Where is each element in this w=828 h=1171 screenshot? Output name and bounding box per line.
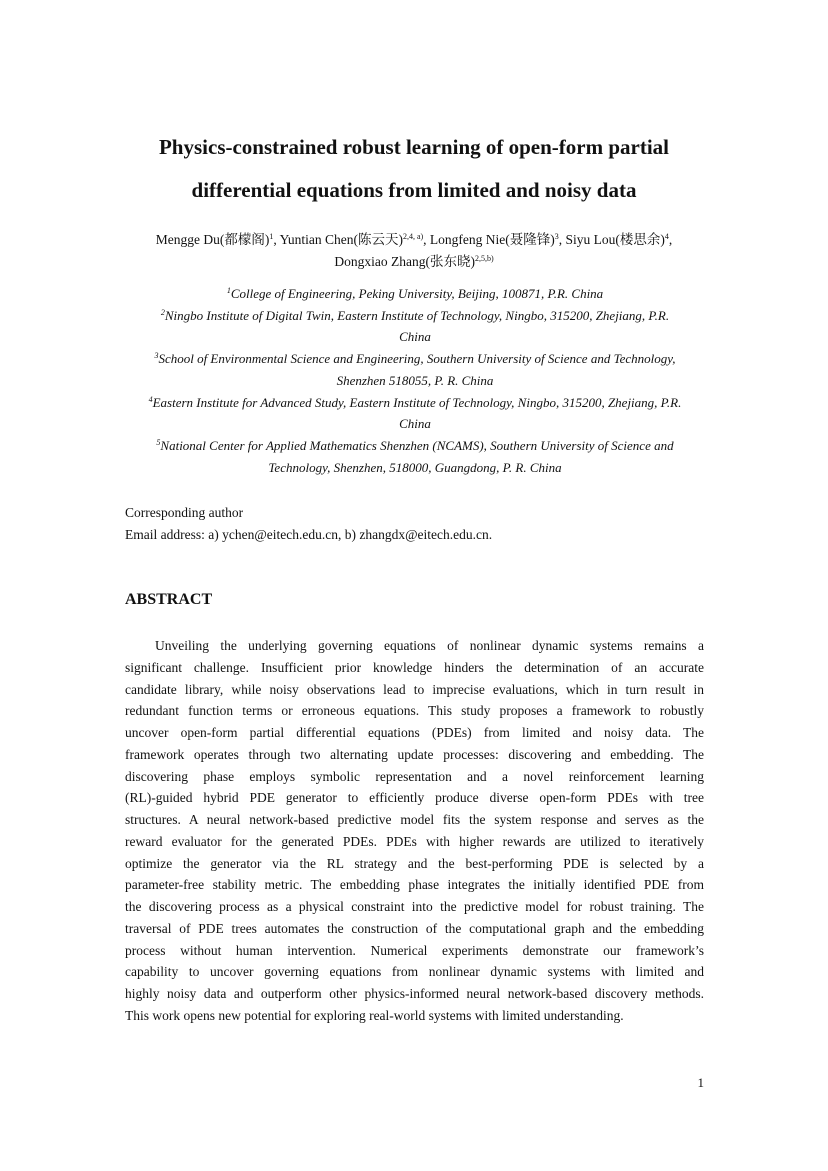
author-name: Mengge Du(都檬阁) (155, 232, 270, 247)
paper-title-line-2: differential equations from limited and noisy data (191, 178, 637, 202)
affiliation-2 (120, 305, 710, 348)
abstract-line: (RL)-guided hybrid PDE generator to efficiently produce diverse open-form PDEs with tree (125, 790, 704, 806)
abstract-line: discovering phase employs symbolic representation and a novel reinforcement learning (125, 768, 704, 784)
abstract-line: uncover open-form partial differential equations (PDEs) from limited and noisy data. The (125, 725, 704, 740)
abstract-heading: ABSTRACT (125, 591, 213, 608)
affiliation-text-continued: China (399, 329, 431, 345)
author-separator: , (668, 232, 673, 247)
page-number: 1 (697, 1075, 704, 1090)
affiliation-number: 2 (160, 307, 165, 317)
author-affiliation-mark: 2,5,b) (474, 254, 494, 263)
abstract-line: reward evaluator for the generated PDEs. PDEs with higher rewards are utilized to iteratively (125, 833, 704, 849)
author-affiliation-mark: 1 (269, 232, 274, 241)
paper-title-line-1: Physics-constrained robust learning of open-form partial (158, 135, 670, 159)
author-name: Longfeng Nie(聂隆锋) (429, 232, 555, 247)
affiliation-number: 3 (154, 351, 159, 361)
abstract-line: redundant function terms or erroneous equations. This study proposes a framework to robustly (125, 703, 704, 719)
author-name: Yuntian Chen(陈云天) (279, 232, 403, 247)
affiliation-text-continued: China (399, 416, 431, 432)
affiliation-text: Ningbo Institute of Digital Twin, Eastern Institute of Technology, Ningbo, 315200, Zhejiang, P.R. (164, 307, 670, 323)
abstract-line: process without human intervention. Numerical experiments demonstrate our framework’s (125, 942, 704, 958)
affiliation-list (120, 283, 710, 478)
abstract-line: highly noisy data and outperform other physics-informed neural network-based discovery methods. (125, 986, 704, 1001)
author-separator: , (273, 232, 280, 247)
abstract-line: capability to uncover governing equations from nonlinear dynamic systems with limited and (125, 964, 704, 980)
affiliation-text-continued: Technology, Shenzhen, 518000, Guangdong, P. R. China (268, 459, 562, 475)
corresponding-author-label: Corresponding author (125, 505, 244, 520)
affiliation-text: National Center for Applied Mathematics Shenzhen (NCAMS), Southern University of Science and (160, 437, 674, 453)
corresponding-author-block (125, 502, 492, 546)
author-separator: , (423, 232, 430, 247)
corresponding-author-email: Email address: a) ychen@eitech.edu.cn, b) zhangdx@eitech.edu.cn. (125, 527, 493, 542)
author-name: Siyu Lou(楼思余) (565, 232, 665, 247)
abstract-line: optimize the generator via the RL strategy and the best-performing PDE is selected by a (125, 855, 704, 871)
author-affiliation-mark: 3 (554, 232, 559, 241)
abstract-line: framework operates through two alternating update processes: discovering and embedding. The (125, 746, 704, 762)
affiliation-text: Eastern Institute for Advanced Study, Eastern Institute of Technology, Ningbo, 315200, Zhejiang, P.R. (152, 394, 682, 410)
abstract-line: This work opens new potential for exploring real-world systems with limited understanding. (125, 1007, 624, 1023)
author-separator: , (558, 232, 566, 247)
abstract-line: parameter-free stability metric. The embedding phase integrates the initially identified PDE from (125, 877, 704, 893)
abstract-line: Unveiling the underlying governing equations of nonlinear dynamic systems remains a (155, 638, 704, 653)
abstract-line: candidate library, while noisy observations lead to imprecise evaluations, which in turn result in (125, 681, 704, 697)
affiliation-text: School of Environmental Science and Engineering, Southern University of Science and Technology, (158, 351, 676, 367)
abstract-line: traversal of PDE trees automates the construction of the computational graph and the embedding (125, 920, 704, 936)
abstract-line: significant challenge. Insufficient prior knowledge hinders the determination of an accurate (125, 659, 704, 675)
affiliation-number: 4 (148, 394, 153, 404)
author-name: Dongxiao Zhang(张东晓) (334, 254, 475, 269)
affiliation-1 (120, 283, 710, 305)
author-affiliation-mark: 2,4, a) (402, 232, 424, 241)
abstract-body (125, 635, 704, 1027)
affiliation-4 (120, 392, 710, 435)
affiliation-text-continued: Shenzhen 518055, P. R. China (336, 372, 494, 388)
author-list (100, 229, 728, 273)
abstract-line: structures. A neural network-based predictive model fits the system response and serves as the (125, 812, 704, 827)
affiliation-5 (120, 435, 710, 478)
abstract-line: the discovering process as a physical constraint into the predictive model for robust training. The (125, 899, 704, 914)
affiliation-text: College of Engineering, Peking University, Beijing, 100871, P.R. China (230, 286, 604, 301)
author-affiliation-mark: 4 (664, 232, 669, 241)
affiliation-3 (120, 348, 710, 391)
affiliation-number: 5 (156, 437, 161, 447)
affiliation-number: 1 (226, 286, 231, 295)
